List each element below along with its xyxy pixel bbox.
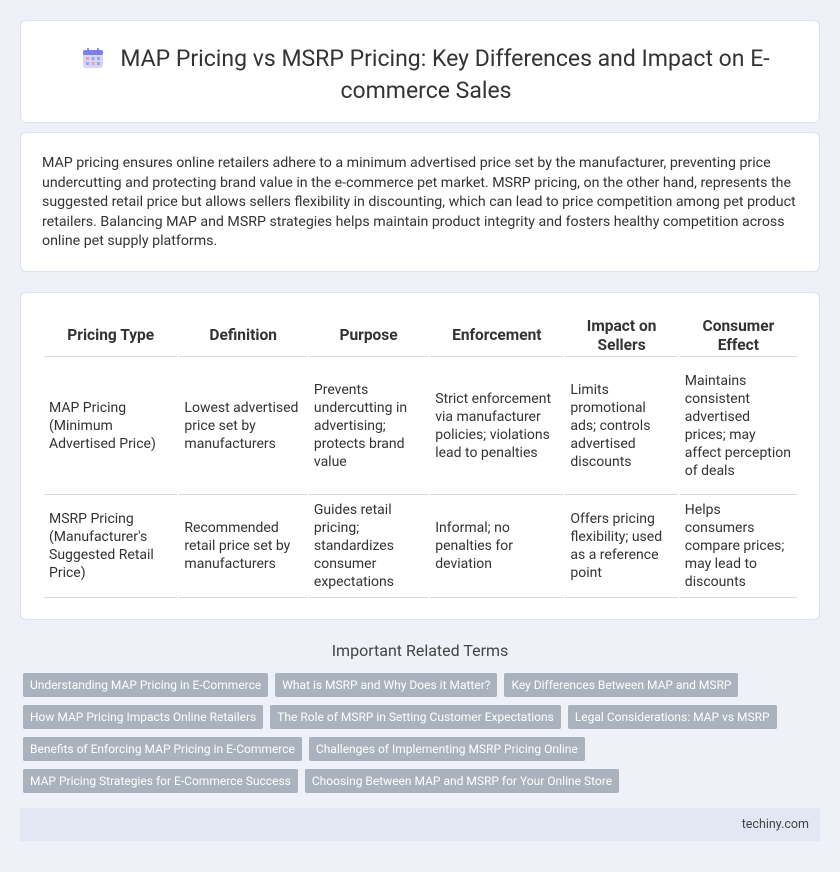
table-cell: MSRP Pricing (Manufacturer's Suggested Retail Price) — [44, 495, 177, 598]
related-term-tag[interactable]: The Role of MSRP in Setting Customer Expectations — [270, 705, 561, 729]
table-cell: MAP Pricing (Minimum Advertised Price) — [44, 357, 177, 495]
intro-paragraph: MAP pricing ensures online retailers adhere to a minimum advertised price set by the manufacturer, preventing price undercutting and protecting brand value in the e-commerce pet market. MSRP pricing, on the other hand, represents the suggested retail price but allows sellers flexibility in discounting, which can lead to price competition among pet product retailers. Balancing MAP and MSRP strategies helps maintain product integrity and fosters healthy competition across online pet supply platforms. — [42, 155, 796, 250]
comparison-table — [42, 315, 799, 598]
related-term-tag[interactable]: Benefits of Enforcing MAP Pricing in E-Commerce — [23, 737, 302, 761]
title-card — [20, 20, 820, 123]
table-cell: Informal; no penalties for deviation — [430, 495, 563, 598]
header-purpose: Purpose — [309, 315, 428, 357]
footer-brand[interactable]: techiny.com — [741, 817, 809, 832]
table-cell: Helps consumers compare prices; may lead to discounts — [680, 495, 797, 598]
related-terms-title: Important Related Terms — [331, 641, 509, 660]
related-term-tag[interactable]: Key Differences Between MAP and MSRP — [504, 673, 738, 697]
footer — [20, 808, 820, 841]
table-cell: Recommended retail price set by manufacturers — [179, 495, 306, 598]
related-term-tag[interactable]: Legal Considerations: MAP vs MSRP — [568, 705, 777, 729]
table-cell: Lowest advertised price set by manufacturers — [179, 357, 306, 495]
tag-row — [23, 705, 823, 729]
header-enforcement: Enforcement — [430, 315, 563, 357]
table-cell: Guides retail pricing; standardizes consumer expectations — [309, 495, 428, 598]
table-cell: Offers pricing flexibility; used as a reference point — [565, 495, 677, 598]
table-cell: Limits promotional ads; controls advertised discounts — [565, 357, 677, 495]
tag-row — [23, 769, 823, 793]
page-title: MAP Pricing vs MSRP Pricing: Key Differences and Impact on E-commerce Sales — [120, 45, 770, 104]
table-header-row — [44, 315, 797, 357]
table-row — [44, 357, 797, 495]
header-consumer-effect: Consumer Effect — [680, 315, 797, 357]
table-cell: Maintains consistent advertised prices; may affect perception of deals — [680, 357, 797, 495]
calendar-icon — [82, 47, 104, 69]
header-definition: Definition — [179, 315, 306, 357]
related-term-tag[interactable]: MAP Pricing Strategies for E-Commerce Success — [23, 769, 298, 793]
intro-card — [20, 132, 820, 272]
table-cell: Prevents undercutting in advertising; protects brand value — [309, 357, 428, 495]
related-term-tag[interactable]: Challenges of Implementing MSRP Pricing Online — [309, 737, 585, 761]
header-impact-on-sellers: Impact on Sellers — [565, 315, 677, 357]
related-terms-list — [23, 673, 823, 801]
page-title-wrap — [61, 43, 791, 107]
tag-row — [23, 673, 823, 697]
comparison-table-card — [20, 292, 820, 620]
related-term-tag[interactable]: What is MSRP and Why Does it Matter? — [275, 673, 497, 697]
related-term-tag[interactable]: Understanding MAP Pricing in E-Commerce — [23, 673, 268, 697]
tag-row — [23, 737, 823, 761]
table-cell: Strict enforcement via manufacturer policies; violations lead to penalties — [430, 357, 563, 495]
header-pricing-type: Pricing Type — [44, 315, 177, 357]
related-term-tag[interactable]: Choosing Between MAP and MSRP for Your Online Store — [305, 769, 619, 793]
related-term-tag[interactable]: How MAP Pricing Impacts Online Retailers — [23, 705, 263, 729]
table-row — [44, 495, 797, 598]
